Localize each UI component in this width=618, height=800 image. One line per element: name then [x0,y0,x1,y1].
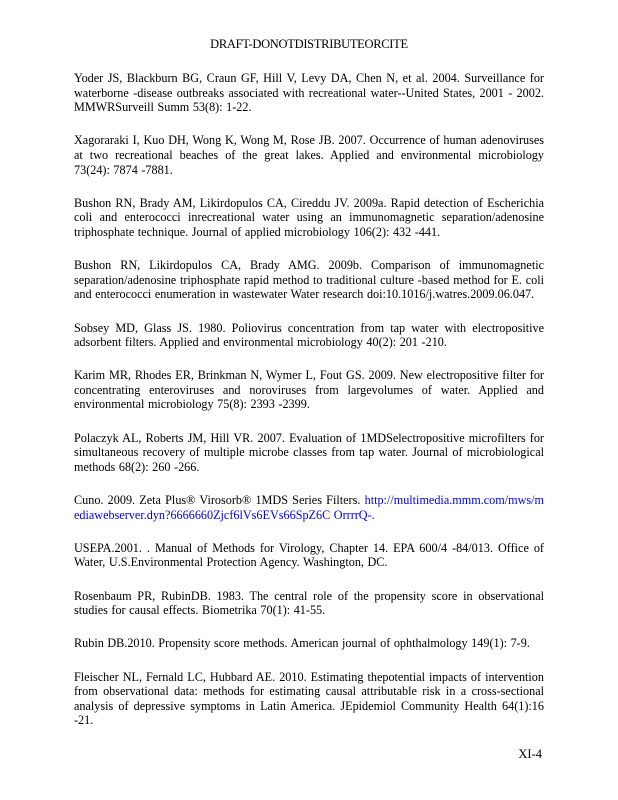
reference-item [74,196,544,240]
reference-text: Rubin DB.2010. Propensity score methods. American journal of ophthalmology 149(1): 7-9. [74,636,530,651]
reference-text: Karim MR, Rhodes ER, Brinkman N, Wymer L, Fout GS. 2009. New electropositive filter for concentrating enteroviruses and noroviruses from largevolumes of water. Applied and environmental microbiology 75(8): 2393 -2399. [74,368,544,412]
reference-item [74,636,544,651]
reference-item [74,670,544,728]
reference-item [74,133,544,177]
reference-text: Rosenbaum PR, RubinDB. 1983. The central role of the propensity score in observational studies for causal effects. Biometrika 70(1): 41-55. [74,588,544,618]
reference-text: Xagoraraki I, Kuo DH, Wong K, Wong M, Rose JB. 2007. Occurrence of human adenoviruses at two recreational beaches of the great lakes. Applied and environmental microbiology 73(24): 7874 -7881. [74,133,544,177]
reference-text: Bushon RN, Likirdopulos CA, Brady AMG. 2009b. Comparison of immunomagnetic separation/adenosine triphosphate rapid method to traditional culture -based method for E. coli and enterococci enumeration in wastewater Water research doi:10.1016/j.watres.2009.06.047. [74,258,544,302]
reference-item [74,589,544,618]
reference-text: Bushon RN, Brady AM, Likirdopulos CA, Cireddu JV. 2009a. Rapid detection of Escherichia coli and enterococci inrecreational water using an immunomagnetic separation/adenosine triphosphate technique. Journal of applied microbiology 106(2): 432 -441. [74,195,544,239]
reference-link[interactable]: http://multimedia.mmm.com/mws/mediawebserver.dyn?6666660Zjcf6lVs6EVs66SpZ6C OrrrrQ-. [74,493,545,522]
reference-item [74,431,544,475]
reference-item [74,71,544,115]
reference-text: Cuno. 2009. Zeta Plus® Virosorb® 1MDS Series Filters. [74,493,361,508]
reference-item [74,368,544,412]
reference-item [74,258,544,302]
reference-text: Polaczyk AL, Roberts JM, Hill VR. 2007. Evaluation of 1MDSelectropositive microfilters for simultaneous recovery of multiple microbe classes from tap water. Journal of microbiological methods 68(2): 260 -266. [74,430,544,474]
reference-text: Yoder JS, Blackburn BG, Craun GF, Hill V, Levy DA, Chen N, et al. 2004. Surveillance for waterborne -disease outbreaks associated with recreational water--United States, 2001 - 2002. MMWRSurveill Summ 53(8): 1-22. [74,71,544,115]
reference-text: USEPA.2001. . Manual of Methods for Virology, Chapter 14. EPA 600/4 -84/013. Office of Water, U.S.Environmental Protection Agency. Washington, DC. [74,540,544,570]
page-number: XI-4 [518,747,542,761]
reference-text: Sobsey MD, Glass JS. 1980. Poliovirus concentration from tap water with electropositive adsorbent filters. Applied and environmental microbiology 40(2): 201 -210. [74,320,544,350]
reference-text: Fleischer NL, Fernald LC, Hubbard AE. 2010. Estimating thepotential impacts of intervention from observational data: methods for estimating causal attributable risk in a cross-sectional analysis of depressive symptoms in Latin America. JEpidemiol Community Health 64(1):16 -21. [74,669,544,728]
reference-list [74,71,544,747]
reference-item [74,321,544,350]
reference-item [74,541,544,570]
page-header: DRAFT-DONOTDISTRIBUTEORCITE [210,37,408,51]
reference-item [74,493,544,522]
